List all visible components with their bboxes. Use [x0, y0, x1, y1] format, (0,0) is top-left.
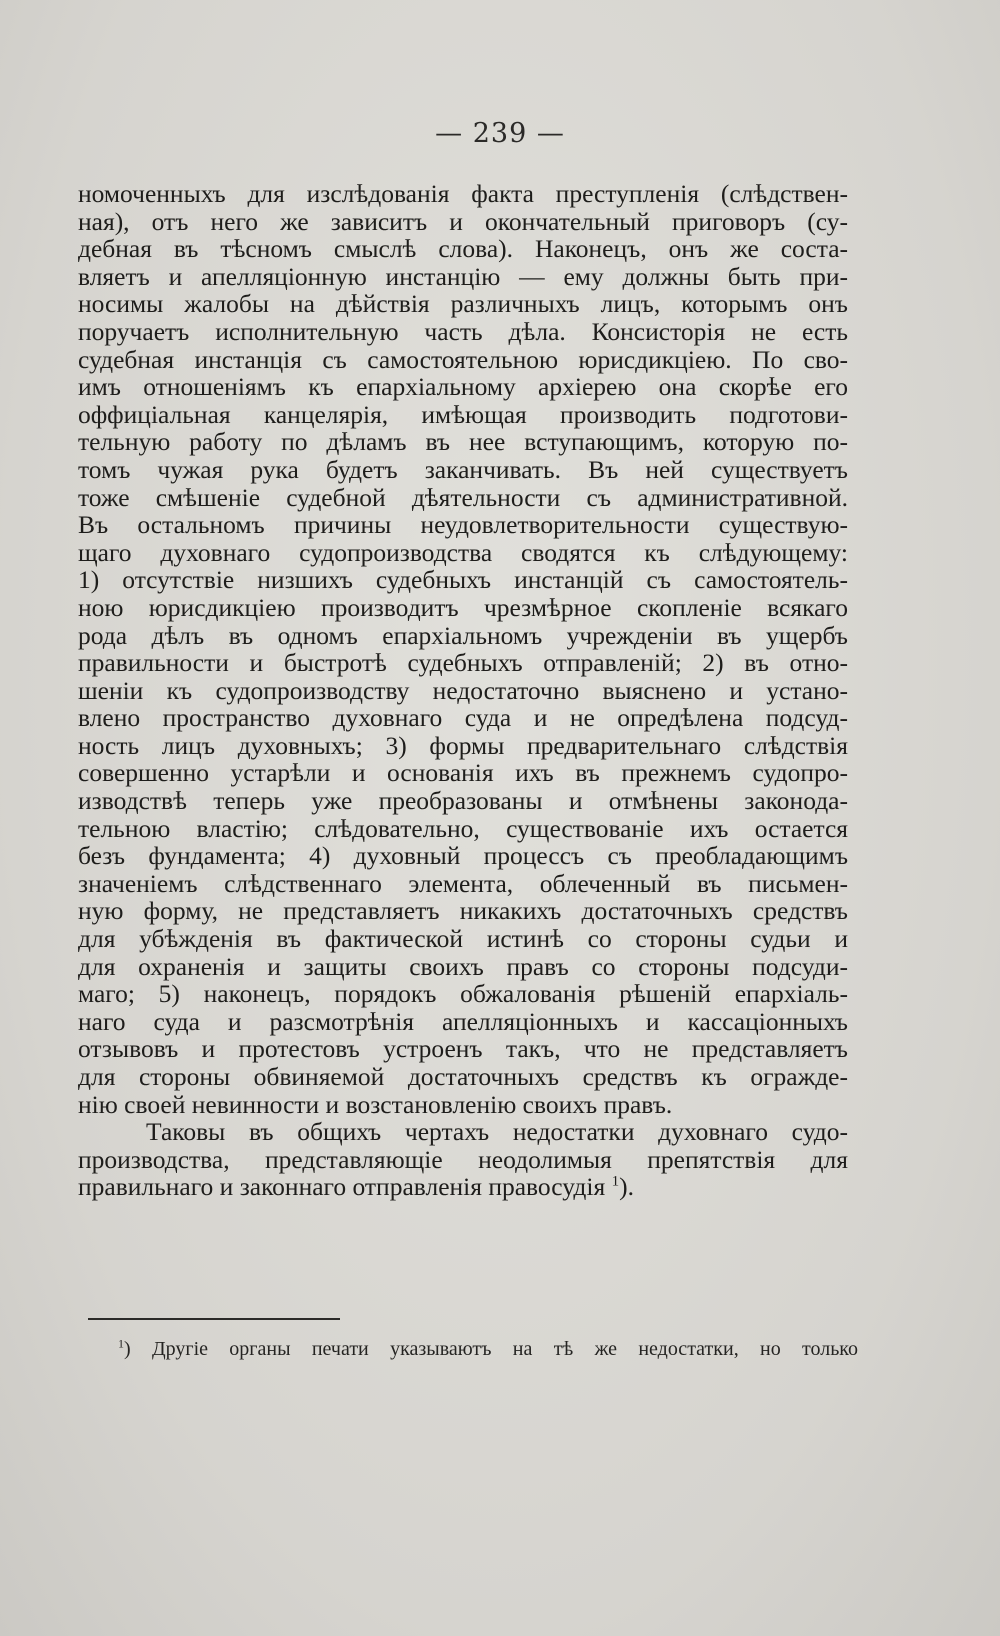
text-line: Таковы въ общихъ чертахъ недостатки духовнаго судо-	[146, 1117, 848, 1147]
footnote-marker: 1	[118, 1336, 124, 1351]
footnote	[118, 1338, 858, 1361]
text-line: ною юрисдикціею производитъ чрезмѣрное скопленіе всякаго	[78, 592, 848, 622]
text-line: маго; 5) наконецъ, порядокъ обжалованія рѣшеній епархіаль-	[78, 979, 848, 1009]
text-line: шеніи къ судопроизводству недостаточно выяснено и устано-	[78, 675, 848, 705]
text-line: правильности и быстротѣ судебныхъ отправленій; 2) въ отно-	[78, 648, 848, 678]
text-line: ную форму, не представляетъ никакихъ достаточныхъ средствъ	[78, 896, 848, 926]
text-line: щаго духовнаго судопроизводства сводятся къ слѣдующему:	[78, 537, 848, 567]
text-line: влено пространство духовнаго суда и не опредѣлена подсуд-	[78, 703, 848, 733]
final-text-line	[78, 1173, 848, 1201]
text-line: тельную работу по дѣламъ въ нее вступающимъ, которую по-	[78, 427, 848, 457]
text-line: производства, представляющіе неодолимыя препятствія для	[78, 1144, 848, 1174]
page-number: — 239 —	[435, 118, 565, 149]
text-line: значеніемъ слѣдственнаго элемента, облеченный въ письмен-	[78, 868, 848, 898]
text-line: 1) отсутствіе низшихъ судебныхъ инстанцій съ самостоятель-	[78, 565, 848, 595]
footnote-text: Другіе органы печати указываютъ на тѣ же недостатки, но только	[151, 1338, 859, 1360]
text-line: совершенно устарѣли и основанія ихъ въ прежнемъ судопро-	[78, 758, 848, 788]
text-line: поручаетъ исполнительную часть дѣла. Консисторія не есть	[78, 316, 848, 346]
footnote-marker-paren: )	[124, 1338, 131, 1360]
text-line: изводствѣ теперь уже преобразованы и отмѣнены законода-	[78, 786, 848, 816]
text-line: правильнаго и законнаго отправленія правосудія	[78, 1172, 606, 1202]
text-line: номоченныхъ для изслѣдованія факта преступленія (слѣдствен-	[78, 179, 848, 208]
text-line: нію своей невинности и возстановленію своихъ правъ.	[78, 1089, 673, 1119]
body-text	[78, 180, 848, 1201]
text-line: тельною властію; слѣдовательно, существованіе ихъ остается	[78, 813, 848, 843]
text-line: безъ фундамента; 4) духовный процессъ съ преобладающимъ	[78, 841, 848, 871]
text-line: носимы жалобы на дѣйствія различныхъ лицъ, которымъ онъ	[78, 289, 848, 319]
text-line: ная), отъ него же зависитъ и окончательный приговоръ (су-	[78, 206, 848, 236]
footnote-reference: 1	[611, 1173, 620, 1190]
text-line: судебная инстанція съ самостоятельною юрисдикціею. По сво-	[78, 344, 848, 374]
text-line: Въ остальномъ причины неудовлетворительности существую-	[78, 510, 848, 540]
text-line: дебная въ тѣсномъ смыслѣ слова). Наконецъ, онъ же соста-	[78, 234, 848, 264]
text-line: для охраненія и защиты своихъ правъ со стороны подсуди-	[78, 951, 848, 981]
text-line: имъ отношеніямъ къ епархіальному архіерею она скорѣе его	[78, 372, 848, 402]
closing-punctuation: ).	[619, 1172, 634, 1202]
text-line: томъ чужая рука будетъ заканчивать. Въ ней существуетъ	[78, 454, 848, 484]
text-line: оффиціальная канцелярія, имѣющая производить подготови-	[78, 399, 848, 429]
text-line: рода дѣлъ въ одномъ епархіальномъ учрежденіи въ ущербъ	[78, 620, 848, 650]
text-line: наго суда и разсмотрѣнія апелляціонныхъ и кассаціонныхъ	[78, 1006, 848, 1036]
text-line: для стороны обвиняемой достаточныхъ средствъ къ огражде-	[78, 1062, 848, 1091]
footnote-divider	[88, 1318, 340, 1320]
text-line: вляетъ и апелляціонную инстанцію — ему должны быть при-	[78, 261, 848, 291]
text-line: ность лицъ духовныхъ; 3) формы предварительнаго слѣдствія	[78, 730, 848, 760]
text-line: для убѣжденія въ фактической истинѣ со стороны судьи и	[78, 924, 848, 954]
text-line: отзывовъ и протестовъ устроенъ такъ, что не представляетъ	[78, 1034, 848, 1064]
text-line: тоже смѣшеніе судебной дѣятельности съ административной.	[78, 482, 848, 512]
